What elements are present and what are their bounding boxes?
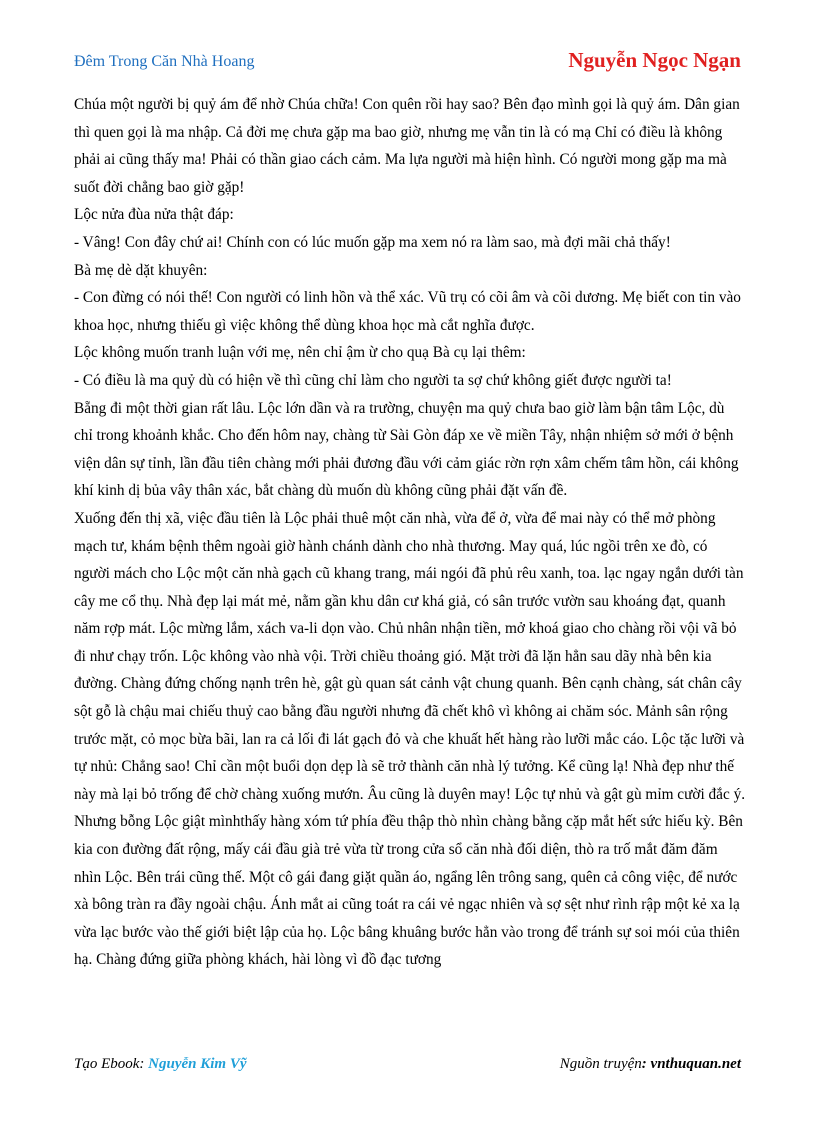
source-credit-separator: : [641,1056,651,1072]
paragraph: Lộc không muốn tranh luận với mẹ, nên chỉ ậm ừ cho quạ Bà cụ lại thêm: [74,344,526,362]
author-name: Nguyễn Ngọc Ngạn [568,48,741,72]
paragraph: Bẵng đi một thời gian rất lâu. Lộc lớn dần và ra trường, chuyện ma quỷ chưa bao giờ làm bận tâm Lộc, dù chỉ trong khoảnh khắc. Cho đến hôm nay, chàng từ Sài Gòn đáp xe về miền Tây, nhận nhiệm sở mới ở bệnh viện dân sự tỉnh, lần đầu tiên chàng mới phải đương đầu với cảm giác rờn rợn xâm chếm tâm hồn, cái không khí kinh dị bủa vây thân xác, bắt chàng dù muốn dù không cũng phải đặt vấn đề. [74,399,739,500]
paragraph: Lộc nửa đùa nửa thật đáp: [74,206,234,224]
ebook-credit-separator: : [139,1056,149,1072]
ebook-creator-name: Nguyễn Kim Vỹ [148,1056,247,1072]
page-header [74,48,741,76]
story-text [74,91,746,974]
paragraph: Bà mẹ dè dặt khuyên: [74,261,208,279]
ebook-credit [74,1056,247,1073]
paragraph: Nhưng bỗng Lộc giật mìnhthấy hàng xóm tứ phía đều thập thò nhìn chàng bằng cặp mắt hết sức hiếu kỳ. Bên kia con đường đất rộng, mấy cái đầu già trẻ vừa từ trong cửa sổ căn nhà đối diện, thò ra trố mắt đăm đăm nhìn Lộc. Bên trái cũng thế. Một cô gái đang giặt quần áo, ngẩng lên trông sang, quên cả công việc, để nước xà bông tràn ra đầy ngoài chậu. Ánh mắt ai cũng toát ra cái vẻ ngạc nhiên và sợ sệt như rình rập một kẻ xa lạ vừa lạc bước vào thế giới biệt lập của họ. Lộc bâng khuâng bước hẳn vào trong để tránh sự soi mói của thiên hạ. Chàng đứng giữa phòng khách, hài lòng vì đồ đạc tương [74,813,743,969]
ebook-credit-label: Tạo Ebook [74,1056,140,1072]
source-credit [560,1056,741,1073]
source-credit-label: Nguồn truyện [559,1056,642,1072]
source-site: vnthuquan.net [650,1056,741,1072]
paragraph: Chúa một người bị quỷ ám để nhờ Chúa chữa! Con quên rồi hay sao? Bên đạo mình gọi là quỷ ám. Dân gian thì quen gọi là ma nhập. Cả đời mẹ chưa gặp ma bao giờ, nhưng mẹ vẫn tin là có mạ Chỉ có điều là không phải ai cũng thấy ma! Phải có thần giao cách cảm. Ma lựa người mà hiện hình. Có người mong gặp ma mà suốt đời chẳng bao giờ gặp! [74,96,740,196]
book-title: Đêm Trong Căn Nhà Hoang [74,53,255,70]
paragraph: - Có điều là ma quỷ dù có hiện về thì cũng chỉ làm cho người ta sợ chứ không giết được người ta! [74,371,672,389]
paragraph: - Con đừng có nói thế! Con người có linh hồn và thể xác. Vũ trụ có cõi âm và cõi dương. Mẹ biết con tin vào khoa học, nhưng thiếu gì việc không thể dùng khoa học mà cắt nghĩa được. [74,289,741,334]
paragraph: - Vâng! Con đây chứ ai! Chính con có lúc muốn gặp ma xem nó ra làm sao, mà đợi mãi chả thấy! [74,233,671,251]
paragraph: Xuống đến thị xã, việc đầu tiên là Lộc phải thuê một căn nhà, vừa để ở, vừa để mai này có thể mở phòng mạch tư, khám bệnh thêm ngoài giờ hành chánh dành cho nhà thương. May quá, lúc ngồi trên xe đò, có người mách cho Lộc một căn nhà gạch cũ khang trang, mái ngói đã phủ rêu xanh, toa. lạc ngay ngắn dưới tàn cây me cổ thụ. Nhà đẹp lại mát mẻ, nằm gần khu dân cư khá giả, có sân trước vườn sau khoáng đạt, quanh năm rợp mát. Lộc mừng lắm, xách va-li dọn vào. Chủ nhân nhận tiền, mở khoá giao cho chàng rồi vội vã bỏ đi như chạy trốn. Lộc không vào nhà vội. Trời chiều thoảng gió. Mặt trời đã lặn hẳn sau dãy nhà bên kia đường. Chàng đứng chống nạnh trên hè, gật gù quan sát cảnh vật chung quanh. Bên cạnh chàng, sát chân cây sột gỗ là chậu mai chiếu thuỷ cao bằng đầu người nhưng đã chết khô vì không ai chăm sóc. Mảnh sân rộng trước mặt, cỏ mọc bừa bãi, lan ra cả lối đi lát gạch đỏ và che khuất hết hàng rào lưỡi mắc cáo. Lộc tặc lưỡi và tự nhủ: Chẳng sao! Chỉ cần một buổi dọn dẹp là sẽ trở thành căn nhà lý tưởng. Kể cũng lạ! Nhà đẹp như thế này mà lại bỏ trống để chờ chàng xuống mướn. Âu cũng là duyên may! Lộc tự nhủ và gật gù mỉm cười đắc ý. [74,509,746,803]
page-footer [74,1056,741,1078]
